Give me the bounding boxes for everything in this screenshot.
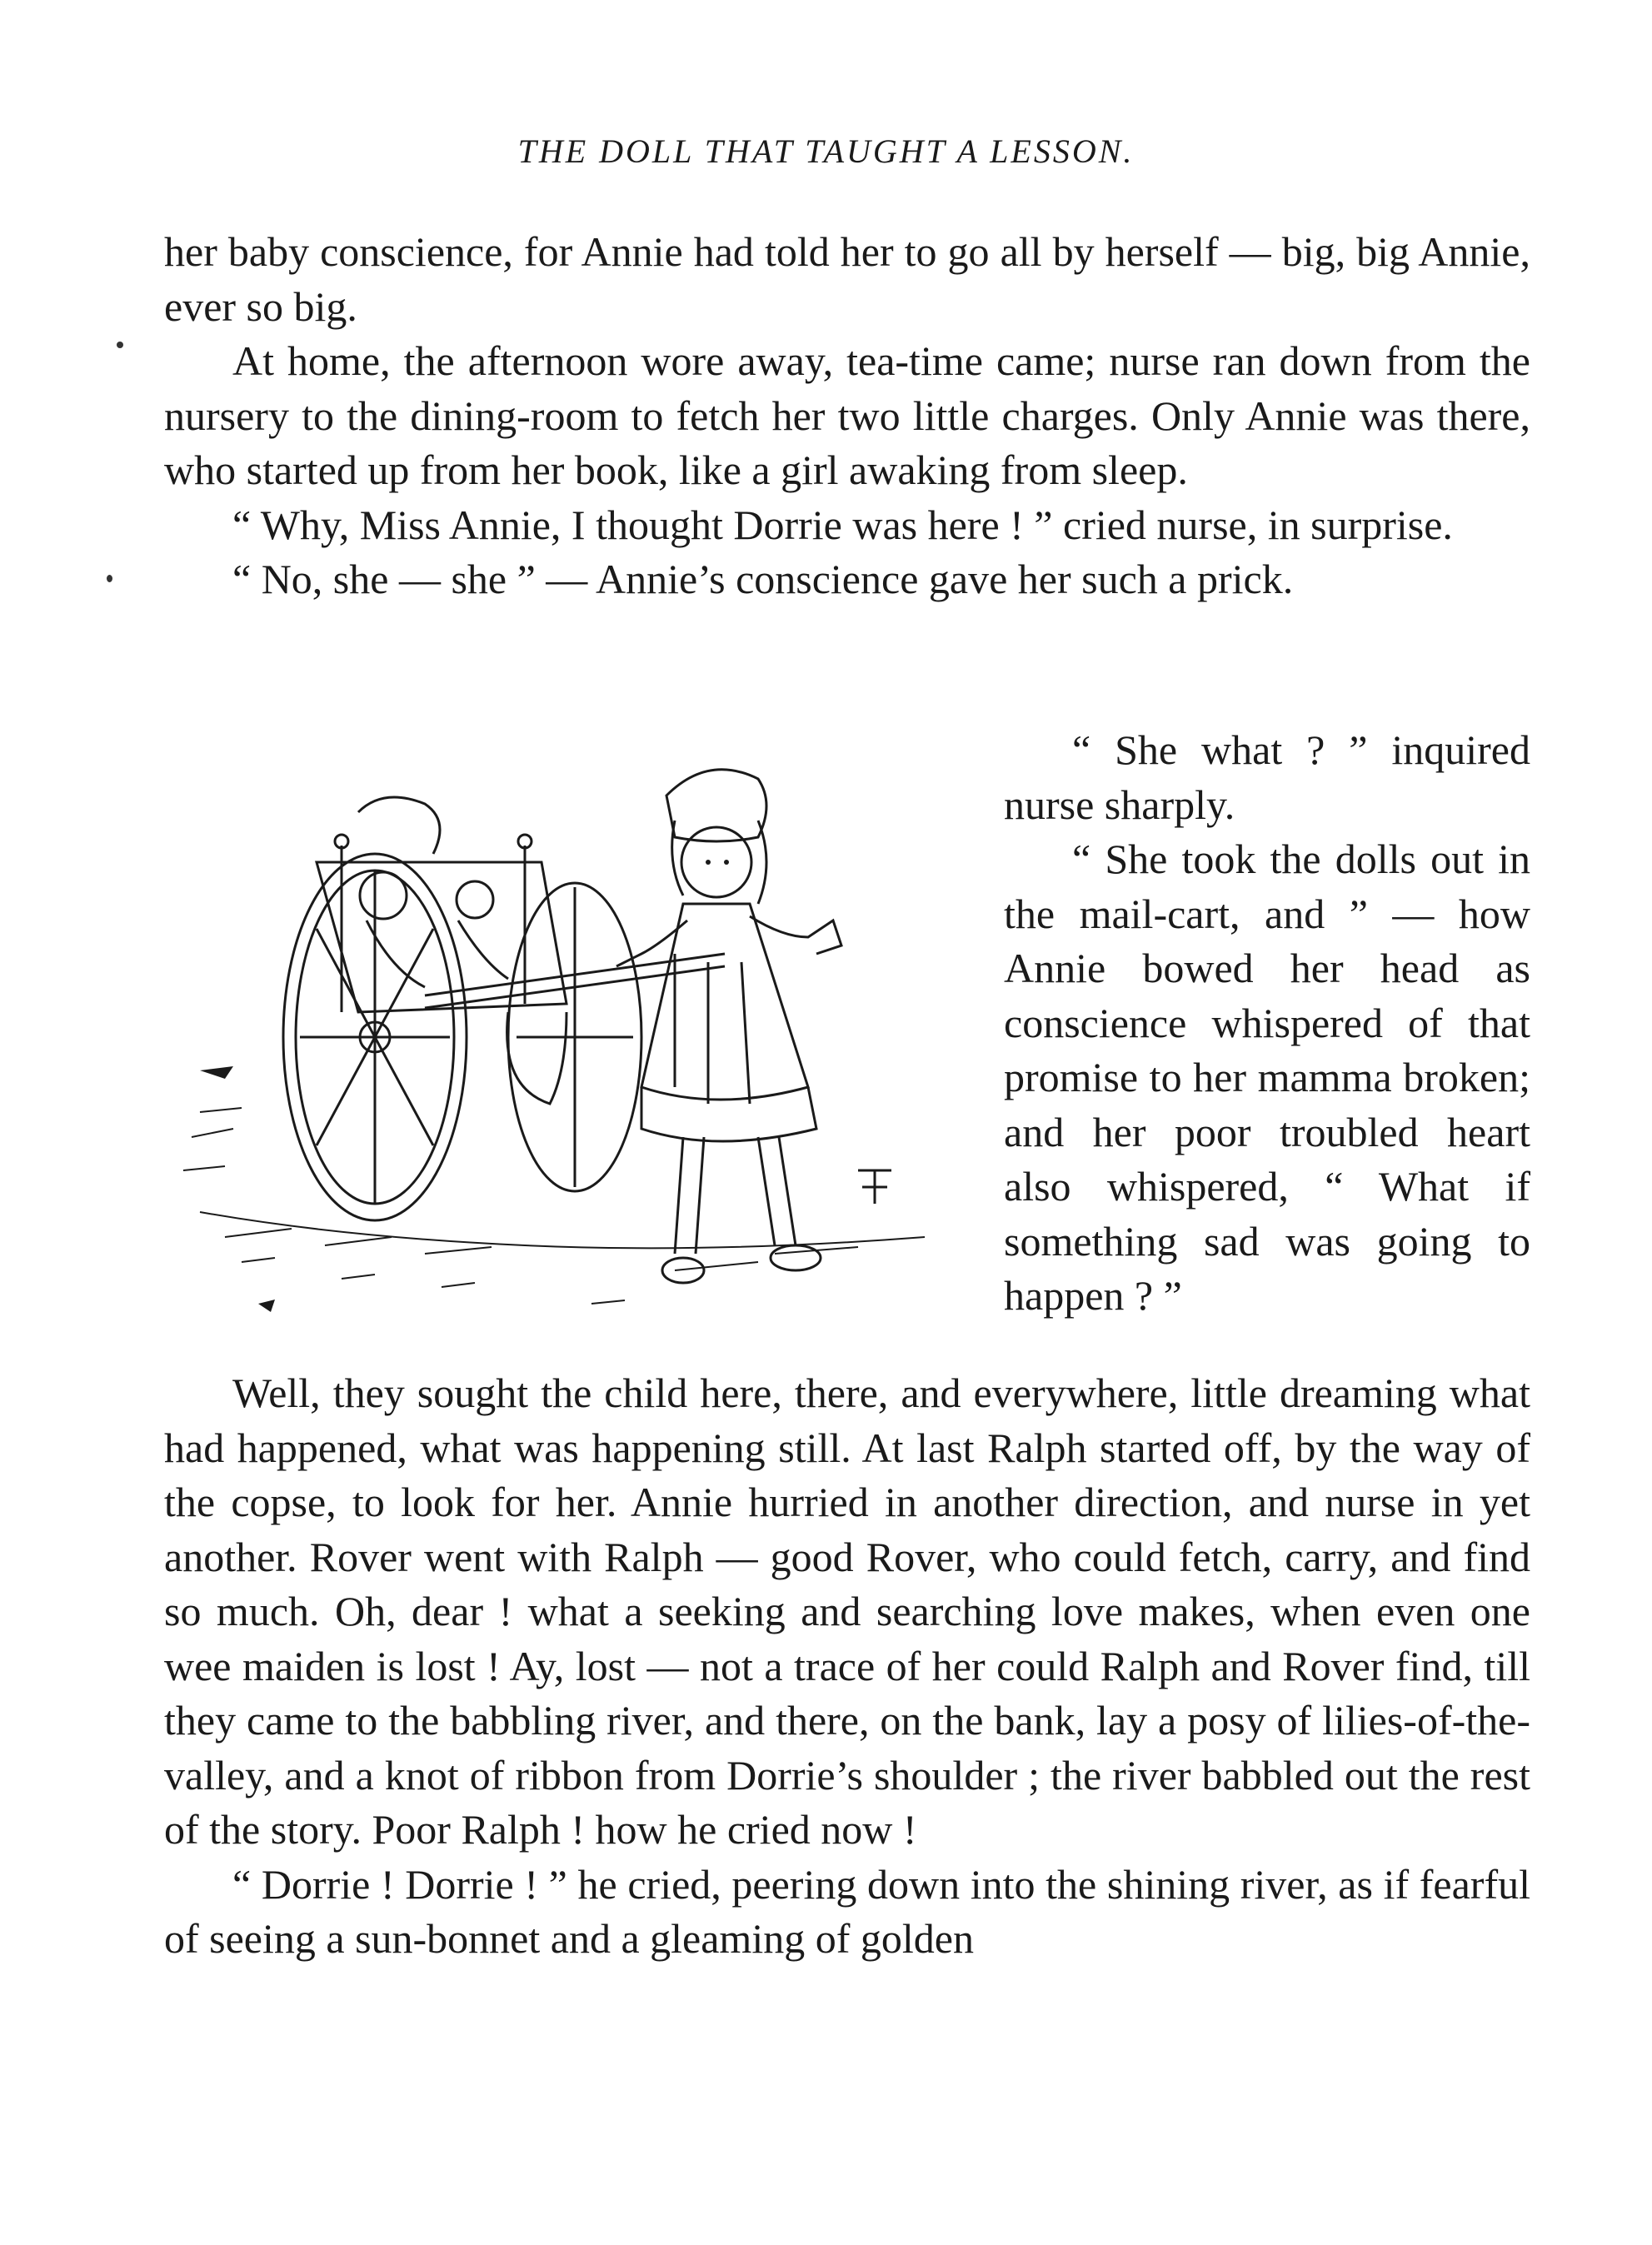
paragraph: “ Why, Miss Annie, I thought Dorrie was here ! ” cried nurse, in surprise. <box>232 501 1453 548</box>
text-block-bottom <box>164 1366 1530 1967</box>
paragraph: “ She what ? ” inquired nurse sharply. <box>1004 726 1530 828</box>
text-block-top <box>164 225 1530 607</box>
print-speck <box>107 575 112 582</box>
paragraph: Well, they sought the child here, there, and everywhere, little dreaming what had happened, what was happening still. At last Ralph started off, by the way of the copse, to look for her. Annie hurried in another direction, and nurse in yet another. Rover went with Ralph — good Rover, who could fetch, carry, and find so much. Oh, dear ! what a seeking and searching love makes, when even one wee maiden is lost ! Ay, lost — not a trace of her could Ralph and Rover find, till they came to the babbling river, and there, on the bank, lay a posy of lilies-of-the-valley, and a knot of ribbon from Dorrie’s shoulder ; the river babbled out the rest of the story. Poor Ralph ! how he cried now ! <box>164 1369 1530 1853</box>
running-header: THE DOLL THAT TAUGHT A LESSON. <box>517 132 1135 170</box>
paragraph: “ She took the dolls out in the mail-cart, and ” — how Annie bowed her head as conscience whispered of that promise to her mamma broken; and her poor troubled heart also whispered, “ What if something sad was going to happen ? ” <box>1004 836 1530 1319</box>
paragraph: “ Dorrie ! Dorrie ! ” he cried, peering down into the shining river, as if fearful of seeing a sun-bonnet and a gleaming of golden <box>164 1860 1530 1962</box>
illustration-girl-mail-cart <box>175 737 950 1354</box>
illustration-svg <box>175 737 950 1354</box>
paragraph: “ No, she — she ” — Annie’s conscience gave her such a prick. <box>232 556 1294 602</box>
text-block-beside-figure <box>1004 723 1530 1324</box>
paragraph: At home, the afternoon wore away, tea-time came; nurse ran down from the nursery to the dining-room to fetch her two little charges. Only Annie was there, who started up from her book, like a girl awaking from sleep. <box>164 337 1530 493</box>
print-speck <box>117 342 123 348</box>
paragraph: her baby conscience, for Annie had told her to go all by herself — big, big Annie, ever so big. <box>164 228 1530 330</box>
